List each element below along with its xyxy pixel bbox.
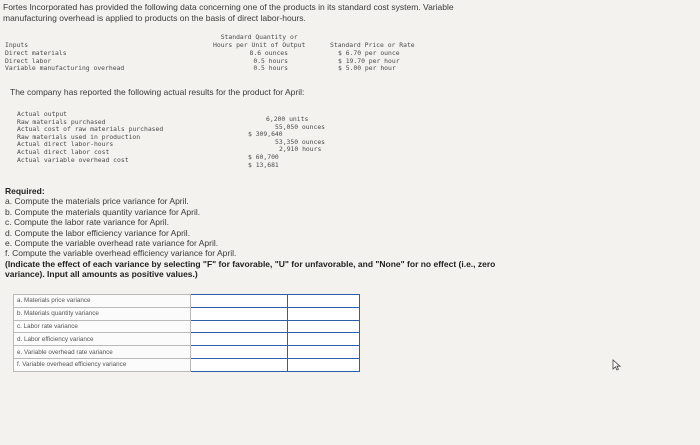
header-qty-line-2: Hours per Unit of Output: [213, 40, 306, 49]
amount-input[interactable]: [191, 334, 285, 344]
amount-cell: [191, 295, 288, 308]
standard-row-label: Variable manufacturing overhead: [5, 64, 125, 73]
amount-input[interactable]: [191, 296, 285, 306]
standard-row-qty: 8.6 ounces: [249, 49, 288, 57]
actual-row-label: Raw materials used in production: [17, 132, 141, 141]
actual-row-label: Actual cost of raw materials purchased: [17, 125, 164, 134]
standards-price-values: [338, 50, 400, 73]
mouse-pointer-icon: [612, 359, 621, 371]
answer-row-label: c. Labor rate variance: [14, 320, 191, 333]
required-item: c. Compute the labor rate variance for April.: [5, 217, 169, 228]
header-qty-line-1: Standard Quantity or: [220, 33, 298, 41]
inputs-label: Inputs: [5, 41, 29, 49]
answer-table: [13, 294, 360, 372]
answer-row-label: b. Materials quantity variance: [14, 307, 191, 320]
amount-cell: [191, 358, 288, 371]
amount-cell: [191, 346, 288, 359]
answer-row-label: d. Labor efficiency variance: [14, 333, 191, 346]
effect-cell: [288, 346, 360, 359]
amount-input[interactable]: [191, 347, 285, 357]
amount-cell: [191, 320, 288, 333]
intro-line-1: Fortes Incorporated has provided the following data concerning one of the products in its standard cost system. Variable: [3, 2, 454, 12]
answer-row: [14, 333, 360, 346]
required-item: a. Compute the materials price variance for April.: [5, 196, 189, 207]
required-item: f. Compute the variable overhead efficiency variance for April.: [5, 248, 237, 259]
amount-cell: [191, 333, 288, 346]
actuals-labels: [17, 111, 163, 164]
answer-row-label: a. Materials price variance: [14, 295, 191, 308]
amount-cell: [191, 307, 288, 320]
intro-line-2: manufacturing overhead is applied to products on the basis of direct labor-hours.: [3, 13, 306, 23]
effect-cell: [288, 307, 360, 320]
required-item: b. Compute the materials quantity variance for April.: [5, 206, 201, 217]
actual-row-label: Actual direct labor-hours: [17, 140, 114, 149]
effect-select[interactable]: [288, 295, 358, 306]
required-heading: Required:: [5, 186, 45, 196]
effect-cell: [288, 358, 360, 371]
standard-row-price: $ 6.70 per ounce: [338, 49, 400, 57]
actual-row-value: 53,350 ounces: [275, 137, 326, 146]
actual-row-value: $ 13,681: [248, 160, 279, 169]
actual-row-value: $ 60,700: [248, 152, 279, 161]
standard-row-label: Direct materials: [5, 49, 67, 57]
effect-cell: [288, 295, 360, 308]
answer-row: [14, 295, 360, 308]
required-section: [5, 186, 495, 280]
answer-row: [14, 358, 360, 371]
amount-input[interactable]: [191, 360, 285, 370]
standard-row-price: $ 19.70 per hour: [338, 56, 400, 65]
actuals-values: [248, 116, 325, 169]
answer-row: [14, 307, 360, 320]
amount-input[interactable]: [191, 321, 285, 331]
effect-select[interactable]: [288, 308, 358, 319]
required-item: e. Compute the variable overhead rate variance for April.: [5, 238, 219, 249]
standards-header-qty: [213, 34, 305, 49]
actual-row-value: $ 309,640: [248, 130, 283, 139]
standard-row-qty: 0.5 hours: [253, 56, 288, 65]
effect-select[interactable]: [288, 334, 358, 345]
intro-text: [3, 2, 454, 24]
actual-row-label: Actual variable overhead cost: [17, 155, 129, 164]
standards-labels: [5, 50, 124, 73]
actual-row-label: Raw materials purchased: [17, 117, 106, 126]
standard-row-qty: 0.5 hours: [253, 64, 288, 73]
answer-row: [14, 346, 360, 359]
actual-results-intro: The company has reported the following actual results for the product for April:: [10, 87, 305, 97]
actual-row-label: Actual direct labor cost: [17, 147, 110, 156]
actual-row-value: 55,050 ounces: [275, 122, 326, 131]
effect-select[interactable]: [288, 321, 358, 332]
actual-row-value: 2,910 hours: [279, 145, 322, 154]
standards-qty-values: [228, 50, 288, 73]
required-instruction-line-1: (Indicate the effect of each variance by selecting "F" for favorable, "U" for unfavorable, and "None" for no effect (i.e., zero: [5, 258, 496, 269]
answer-row: [14, 320, 360, 333]
required-item: d. Compute the labor efficiency variance for April.: [5, 227, 191, 238]
effect-select[interactable]: [288, 347, 358, 358]
effect-cell: [288, 320, 360, 333]
answer-row-label: f. Variable overhead efficiency variance: [14, 358, 191, 371]
standards-header-price: Standard Price or Rate: [330, 41, 415, 49]
effect-select[interactable]: [288, 359, 358, 370]
standard-row-price: $ 5.00 per hour: [338, 64, 396, 73]
amount-input[interactable]: [191, 309, 285, 319]
answer-row-label: e. Variable overhead rate variance: [14, 346, 191, 359]
effect-cell: [288, 333, 360, 346]
required-instruction-line-2: variance). Input all amounts as positive values.): [5, 269, 198, 280]
standard-row-label: Direct labor: [5, 56, 52, 65]
actual-row-label: Actual output: [17, 110, 68, 118]
actual-row-value: 6,200 units: [266, 115, 309, 123]
